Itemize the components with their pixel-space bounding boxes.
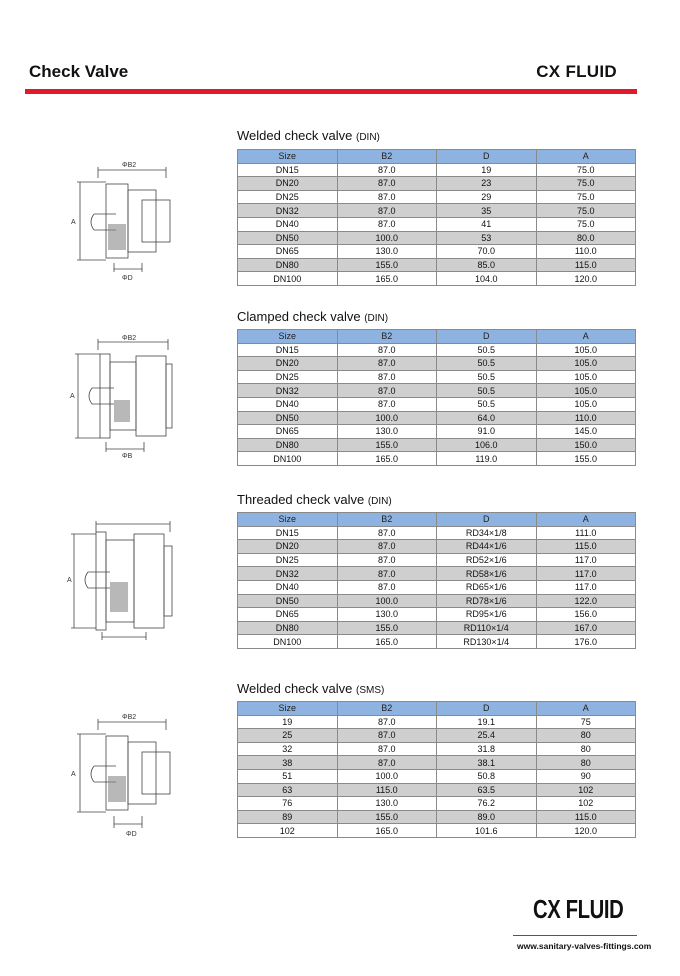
- cell: 106.0: [437, 438, 537, 452]
- footer-divider: [513, 935, 637, 936]
- cell: 87.0: [337, 190, 437, 204]
- cell: 117.0: [536, 567, 636, 581]
- cell: 119.0: [437, 452, 537, 466]
- table-row: [238, 553, 636, 567]
- cell: 165.0: [337, 824, 437, 838]
- cell: 165.0: [337, 452, 437, 466]
- cell: 165.0: [337, 635, 437, 649]
- cell: 105.0: [536, 384, 636, 398]
- table-row: [238, 742, 636, 756]
- table-row: [238, 797, 636, 811]
- section-standard: (DIN): [356, 132, 380, 143]
- section-title: [237, 681, 384, 696]
- table-row: [238, 594, 636, 608]
- cell: RD58×1/6: [437, 567, 537, 581]
- cell: 100.0: [337, 594, 437, 608]
- cell: 150.0: [536, 438, 636, 452]
- cell: 100.0: [337, 769, 437, 783]
- cell: 87.0: [337, 742, 437, 756]
- dim-label-side: A: [70, 393, 75, 400]
- section-title: [237, 492, 392, 507]
- cell: 85.0: [437, 258, 537, 272]
- cell: 87.0: [337, 177, 437, 191]
- cell: 50.5: [437, 384, 537, 398]
- table-row: [238, 621, 636, 635]
- cell: 117.0: [536, 553, 636, 567]
- cell: 155.0: [337, 810, 437, 824]
- cell: 63: [238, 783, 338, 797]
- cell: 75.0: [536, 163, 636, 177]
- section-standard: (SMS): [356, 685, 385, 696]
- cell: 31.8: [437, 742, 537, 756]
- welded-sms-valve-drawing: [66, 712, 181, 840]
- table-row: [238, 397, 636, 411]
- table-row: [238, 729, 636, 743]
- clamped-valve-drawing: [66, 334, 181, 464]
- cell: 91.0: [437, 425, 537, 439]
- cell: 87.0: [337, 370, 437, 384]
- footer-website-url: www.sanitary-valves-fittings.com: [517, 941, 652, 951]
- col-size: Size: [238, 702, 338, 716]
- cell: 130.0: [337, 425, 437, 439]
- cell: DN40: [238, 397, 338, 411]
- cell: DN80: [238, 438, 338, 452]
- dim-label-bottom: ΦD: [122, 275, 133, 282]
- cell: DN65: [238, 425, 338, 439]
- cell: 75.0: [536, 217, 636, 231]
- section-standard: (DIN): [367, 496, 392, 507]
- table-row: [238, 810, 636, 824]
- col-d: D: [437, 150, 537, 164]
- cell: 80: [536, 756, 636, 770]
- table-row: [238, 608, 636, 622]
- table-row: [238, 370, 636, 384]
- dim-label-top: ΦB2: [122, 335, 137, 342]
- table-row: [238, 452, 636, 466]
- table-row: [238, 824, 636, 838]
- table-row: [238, 526, 636, 540]
- table-row: [238, 438, 636, 452]
- section-standard: (DIN): [364, 313, 389, 324]
- cell: 76.2: [437, 797, 537, 811]
- cell: DN80: [238, 258, 338, 272]
- cell: 105.0: [536, 357, 636, 371]
- cell: 90: [536, 769, 636, 783]
- table-row: [238, 245, 636, 259]
- cell: 53: [437, 231, 537, 245]
- cell: 130.0: [337, 608, 437, 622]
- cell: 87.0: [337, 217, 437, 231]
- table-row: [238, 567, 636, 581]
- spec-table: [237, 512, 636, 649]
- table-row: [238, 231, 636, 245]
- cell: 50.5: [437, 370, 537, 384]
- cell: 87.0: [337, 756, 437, 770]
- cell: 102: [238, 824, 338, 838]
- table-row: [238, 635, 636, 649]
- cell: DN65: [238, 245, 338, 259]
- cell: DN20: [238, 177, 338, 191]
- cell: 117.0: [536, 580, 636, 594]
- cell: 63.5: [437, 783, 537, 797]
- dim-label-bottom: ΦB: [122, 453, 133, 460]
- cell: 80: [536, 729, 636, 743]
- col-size: Size: [238, 150, 338, 164]
- cell: 87.0: [337, 580, 437, 594]
- table-row: [238, 769, 636, 783]
- cell: 70.0: [437, 245, 537, 259]
- col-a: A: [536, 513, 636, 527]
- cell: DN25: [238, 553, 338, 567]
- cell: 165.0: [337, 272, 437, 286]
- col-a: A: [536, 702, 636, 716]
- table-row: [238, 715, 636, 729]
- table-row: [238, 343, 636, 357]
- cell: 176.0: [536, 635, 636, 649]
- cell: DN20: [238, 540, 338, 554]
- cell: 25.4: [437, 729, 537, 743]
- col-d: D: [437, 702, 537, 716]
- cell: 101.6: [437, 824, 537, 838]
- cell: 87.0: [337, 163, 437, 177]
- table-row: [238, 540, 636, 554]
- cell: 51: [238, 769, 338, 783]
- cell: 80: [536, 742, 636, 756]
- cell: 104.0: [437, 272, 537, 286]
- table-row: [238, 217, 636, 231]
- cell: 50.5: [437, 397, 537, 411]
- cell: 115.0: [536, 810, 636, 824]
- table-row: [238, 756, 636, 770]
- cell: 87.0: [337, 526, 437, 540]
- cell: 87.0: [337, 357, 437, 371]
- cell: DN100: [238, 635, 338, 649]
- cell: 50.5: [437, 343, 537, 357]
- cell: RD34×1/8: [437, 526, 537, 540]
- cell: 110.0: [536, 245, 636, 259]
- cell: 115.0: [536, 258, 636, 272]
- cell: DN50: [238, 231, 338, 245]
- cell: DN50: [238, 594, 338, 608]
- table-row: [238, 357, 636, 371]
- table-row: [238, 163, 636, 177]
- col-size: Size: [238, 330, 338, 344]
- cell: DN25: [238, 370, 338, 384]
- section-name: Welded check valve: [237, 681, 353, 696]
- cell: 87.0: [337, 715, 437, 729]
- section-name: Threaded check valve: [237, 492, 365, 507]
- section-title: [237, 128, 380, 143]
- page-title: Check Valve: [29, 62, 129, 81]
- cell: 87.0: [337, 567, 437, 581]
- cell: 75.0: [536, 177, 636, 191]
- table-row: [238, 204, 636, 218]
- cell: DN40: [238, 217, 338, 231]
- cell: 100.0: [337, 231, 437, 245]
- cell: 155.0: [337, 438, 437, 452]
- cell: 29: [437, 190, 537, 204]
- cell: DN32: [238, 204, 338, 218]
- cell: 87.0: [337, 343, 437, 357]
- col-d: D: [437, 330, 537, 344]
- cell: 89.0: [437, 810, 537, 824]
- cell: 120.0: [536, 272, 636, 286]
- spec-table: [237, 701, 636, 838]
- section-title: [237, 309, 388, 324]
- cell: RD52×1/6: [437, 553, 537, 567]
- threaded-valve-drawing: [66, 518, 181, 643]
- cell: DN15: [238, 163, 338, 177]
- cell: 25: [238, 729, 338, 743]
- cell: 80.0: [536, 231, 636, 245]
- cell: DN100: [238, 272, 338, 286]
- cell: DN40: [238, 580, 338, 594]
- cell: 32: [238, 742, 338, 756]
- cell: 75.0: [536, 190, 636, 204]
- cell: 87.0: [337, 204, 437, 218]
- cell: DN32: [238, 384, 338, 398]
- dim-label-top: ΦB2: [122, 714, 137, 721]
- cell: DN25: [238, 190, 338, 204]
- cell: 105.0: [536, 370, 636, 384]
- spec-table: [237, 329, 636, 466]
- cell: 100.0: [337, 411, 437, 425]
- cell: 50.5: [437, 357, 537, 371]
- cell: 115.0: [536, 540, 636, 554]
- table-row: [238, 783, 636, 797]
- cell: 41: [437, 217, 537, 231]
- cell: 122.0: [536, 594, 636, 608]
- cell: 111.0: [536, 526, 636, 540]
- cell: 76: [238, 797, 338, 811]
- table-row: [238, 384, 636, 398]
- cell: 75.0: [536, 204, 636, 218]
- dim-label-side: A: [71, 771, 76, 778]
- col-b2: B2: [337, 513, 437, 527]
- section-name: Clamped check valve: [237, 309, 361, 324]
- cell: RD44×1/6: [437, 540, 537, 554]
- table-row: [238, 425, 636, 439]
- cell: DN20: [238, 357, 338, 371]
- table-row: [238, 190, 636, 204]
- cell: 155.0: [337, 621, 437, 635]
- cell: 130.0: [337, 245, 437, 259]
- cell: 115.0: [337, 783, 437, 797]
- cell: 102: [536, 797, 636, 811]
- col-b2: B2: [337, 150, 437, 164]
- cell: 120.0: [536, 824, 636, 838]
- cell: DN15: [238, 343, 338, 357]
- table-row: [238, 411, 636, 425]
- col-a: A: [536, 330, 636, 344]
- cell: DN32: [238, 567, 338, 581]
- cell: 38: [238, 756, 338, 770]
- cell: 155.0: [536, 452, 636, 466]
- cell: 167.0: [536, 621, 636, 635]
- cell: DN65: [238, 608, 338, 622]
- col-size: Size: [238, 513, 338, 527]
- col-b2: B2: [337, 330, 437, 344]
- cell: 156.0: [536, 608, 636, 622]
- cell: 130.0: [337, 797, 437, 811]
- cell: RD110×1/4: [437, 621, 537, 635]
- cell: RD130×1/4: [437, 635, 537, 649]
- spec-table: [237, 149, 636, 286]
- cell: DN100: [238, 452, 338, 466]
- footer-brand-logo: CX FLUID: [533, 894, 624, 924]
- table-row: [238, 580, 636, 594]
- cell: RD65×1/6: [437, 580, 537, 594]
- cell: 87.0: [337, 384, 437, 398]
- cell: DN80: [238, 621, 338, 635]
- col-a: A: [536, 150, 636, 164]
- dim-label-bottom: ΦD: [126, 831, 137, 838]
- welded-valve-drawing: [66, 160, 181, 285]
- cell: 102: [536, 783, 636, 797]
- dim-label-top: ΦB2: [122, 162, 137, 169]
- brand-logo: CX FLUID: [536, 62, 617, 81]
- dim-label-side: A: [67, 577, 72, 584]
- cell: 19: [238, 715, 338, 729]
- cell: DN15: [238, 526, 338, 540]
- cell: 87.0: [337, 540, 437, 554]
- cell: RD78×1/6: [437, 594, 537, 608]
- table-row: [238, 272, 636, 286]
- cell: 87.0: [337, 729, 437, 743]
- header-divider: [25, 89, 637, 94]
- cell: 64.0: [437, 411, 537, 425]
- cell: 19: [437, 163, 537, 177]
- cell: 23: [437, 177, 537, 191]
- cell: RD95×1/6: [437, 608, 537, 622]
- cell: 19.1: [437, 715, 537, 729]
- cell: 38.1: [437, 756, 537, 770]
- cell: 87.0: [337, 397, 437, 411]
- cell: 50.8: [437, 769, 537, 783]
- cell: 89: [238, 810, 338, 824]
- cell: 75: [536, 715, 636, 729]
- col-d: D: [437, 513, 537, 527]
- table-row: [238, 258, 636, 272]
- col-b2: B2: [337, 702, 437, 716]
- cell: 145.0: [536, 425, 636, 439]
- cell: 105.0: [536, 397, 636, 411]
- cell: 110.0: [536, 411, 636, 425]
- cell: 35: [437, 204, 537, 218]
- table-row: [238, 177, 636, 191]
- cell: 87.0: [337, 553, 437, 567]
- cell: 105.0: [536, 343, 636, 357]
- dim-label-side: A: [71, 219, 76, 226]
- cell: 155.0: [337, 258, 437, 272]
- cell: DN50: [238, 411, 338, 425]
- section-name: Welded check valve: [237, 128, 353, 143]
